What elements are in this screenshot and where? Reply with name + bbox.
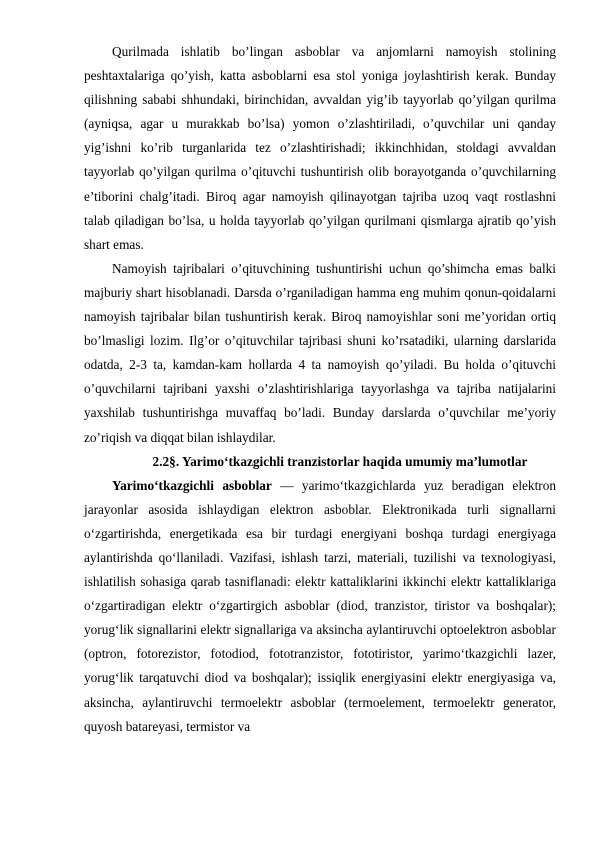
paragraph-semiconductor-devices <box>84 474 556 739</box>
definition-text: — yarimo‘tkazgichlarda yuz beradigan elektron jarayonlar asosida ishlaydigan elektron asboblar. Elektronikada turli signallarni o‘zgartirishda, energetikada esa bir turdagi energiyani boshqa turdagi energiyaga aylantirishda qo‘llaniladi. Vazifasi, ishlash tarzi, materiali, tuzilishi va texnologiyasi, ishlatilish sohasiga qarab tasniflanadi: elektr kattaliklarini ikkinchi elektr kattaliklariga o‘zgartiradigan elektr o‘zgartirgich asboblar (diod, tranzistor, tiristor va boshqalar); yorug‘lik signallarini elektr signallariga va aksincha aylantiruvchi optoelektron asboblar (optron, fotorezistor, fotodiod, fototranzistor, fototiristor, yarimo‘tkazgichli lazer, yorug‘lik tarqatuvchi diod va boshqalar); issiqlik energiyasini elektr energiyasiga va, aksincha, aylantiruvchi termoelektr asboblar (termoelement, termoelektr generator, quyosh batareyasi, termistor va <box>84 477 556 734</box>
document-body <box>84 40 556 739</box>
section-heading: 2.2§. Yarimo‘tkazgichli tranzistorlar haqida umumiy ma’lumotlar <box>152 453 528 469</box>
paragraph-equipment-placement: Qurilmada ishlatib bo’lingan asboblar va anjomlarni namoyish stolining peshtaxtalariga qo’yish, katta asboblarni esa stol yoniga joylashtirish kerak. Bunday qilishning sababi shhundaki, birinchidan, avvaldan yig’ib tayyorlab qo’yilgan qurilma (ayniqsa, agar u murakkab bo’lsa) yomon o’zlashtiriladi, o’quvchilar uni qanday yig’ishni ko’rib turganlarida tez o’zlashtirishadi; ikkinchhidan, stoldagi avvaldan tayyorlab qo’yilgan qurilma o’qituvchi tushuntirish olib borayotganda o’quvchilarning e’tiborini chalg’itadi. Biroq agar namoyish qilinayotgan tajriba uzoq vaqt rostlashni talab qiladigan bo’lsa, u holda tayyorlab qo’yilgan qurilmani qismlarga ajratib qo’yish shart emas. <box>84 44 556 252</box>
defined-term: Yarimo‘tkazgichli asboblar <box>112 477 272 493</box>
paragraph-demonstration-experiments: Namoyish tajribalari o’qituvchining tushuntirishi uchun qo’shimcha emas balki majburiy shart hisoblanadi. Darsda o’rganiladigan hamma eng muhim qonun-qoidalarni namoyish tajribalar bilan tushuntirish kerak. Biroq namoyishlar soni me’yoridan ortiq bo’lmasligi lozim. Ilg’or o’qituvchilar tajribasi shuni ko’rsatadiki, ularning darslarida odatda, 2-3 ta, kamdan-kam hollarda 4 ta namoyish qo’yiladi. Bu holda o’qituvchi o’quvchilarni tajribani yaxshi o’zlashtirishlariga tayyorlashga va tajriba natijalarini yaxshilab tushuntirishga muvaffaq bo’ladi. Bunday darslarda o’quvchilar me’yoriy zo’riqish va diqqat bilan ishlaydilar. <box>84 260 556 445</box>
